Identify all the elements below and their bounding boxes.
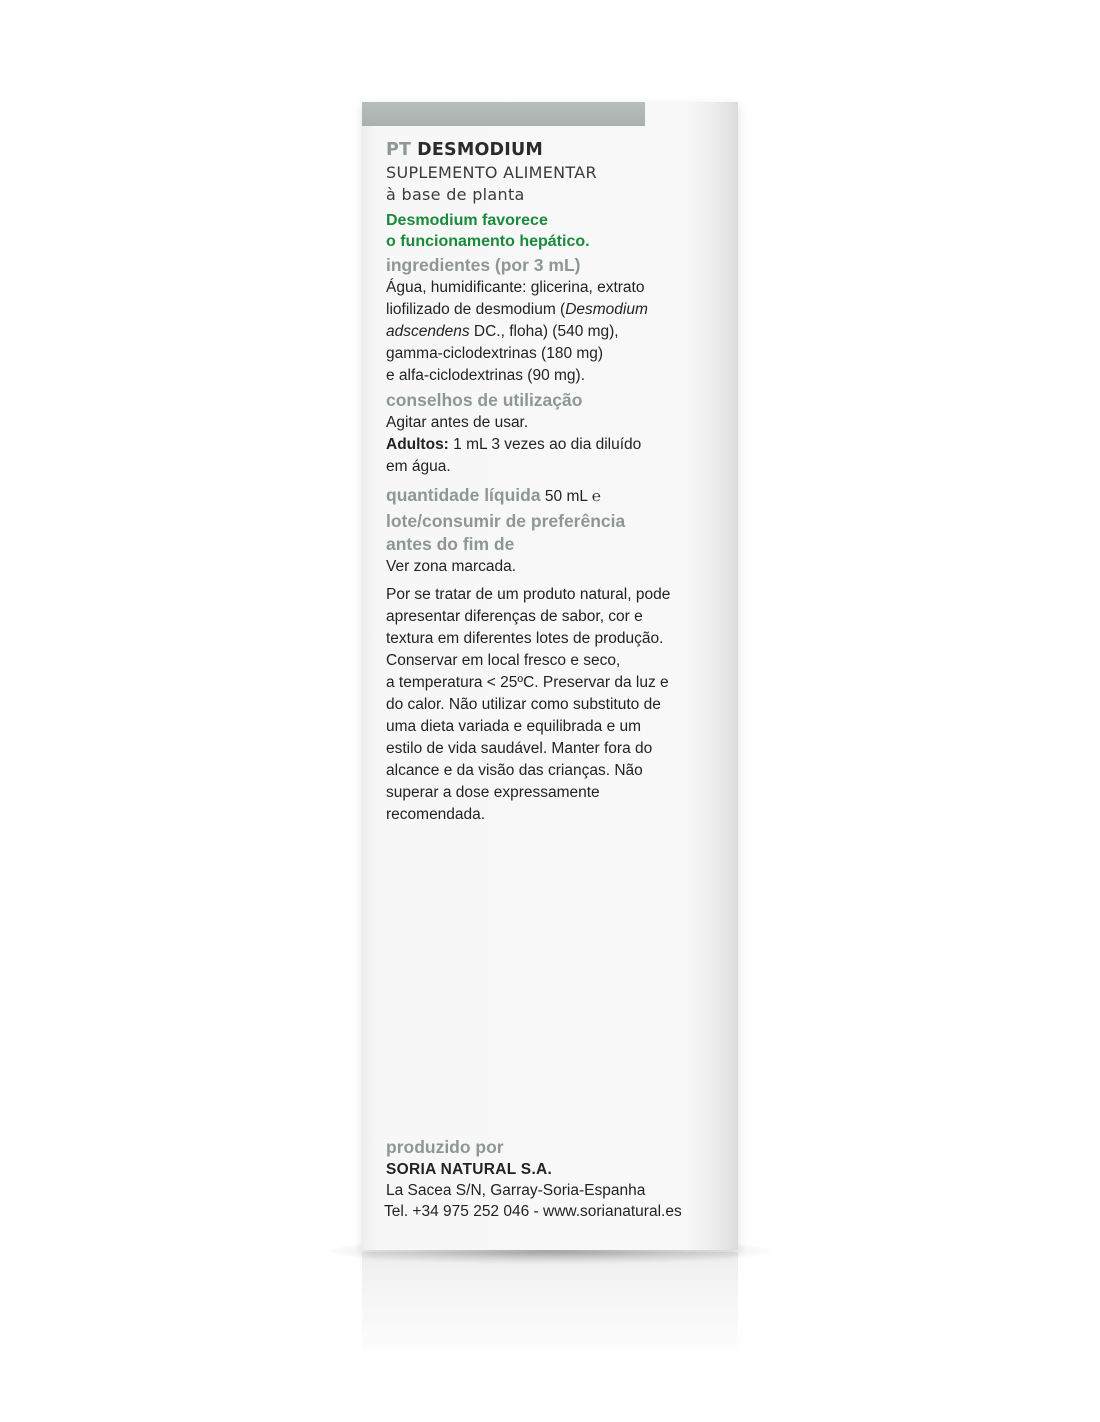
usage-heading: conselhos de utilização [386,390,583,410]
warning-line: apresentar diferenças de sabor, cor e [386,608,643,625]
warning-line: uma dieta variada e equilibrada e um [386,718,642,735]
label-content [386,138,726,826]
language-code: PT [386,140,412,160]
product-type: SUPLEMENTO ALIMENTAR [386,163,597,182]
ingredients-line-4: gamma-ciclodextrinas (180 mg) [386,345,604,362]
adults-dosage: 1 mL 3 vezes ao dia diluído [448,436,642,453]
warning-line: recomendada. [386,806,486,823]
warning-line: superar a dose expressamente [386,784,600,801]
net-quantity [386,484,726,508]
manufacturer-company: SORIA NATURAL S.A. [386,1161,553,1178]
warning-line: Por se tratar de um produto natural, pode [386,586,671,603]
health-claim [386,210,726,252]
ingredients-line-2 [386,299,726,321]
warning-line: estilo de vida saudável. Manter fora do [386,740,653,757]
warnings-text [386,584,726,826]
ingredients-line-5: e alfa-ciclodextrinas (90 mg). [386,367,585,384]
product-box-side-panel [362,102,738,1250]
top-color-band [362,102,645,126]
adults-label: Adultos: [386,436,449,453]
manufacturer-contact: Tel. +34 975 252 046 - www.sorianatural.es [384,1203,682,1220]
ingredients-line-1: Água, humidificante: glicerina, extrato [386,279,645,296]
warning-line: do calor. Não utilizar como substituto de [386,696,661,713]
ingredients-line-2-text: liofilizado de desmodium ( [386,301,566,318]
species-name-genus: Desmodium [565,301,648,318]
ingredients-line-3-text: DC., floha) (540 mg), [469,323,619,340]
box-reflection [362,1252,738,1362]
usage-line-3: em água. [386,458,451,475]
warning-line: alcance e da visão das crianças. Não [386,762,643,779]
product-name: DESMODIUM [417,140,544,160]
product-type-detail: à base de planta [386,185,525,204]
warning-line: Conservar em local fresco e seco, [386,652,621,669]
net-quantity-heading: quantidade líquida [386,485,541,505]
manufacturer-heading: produzido por [386,1137,504,1157]
ingredients-heading: ingredientes (por 3 mL) [386,255,581,275]
manufacturer-block [386,1134,726,1222]
warning-line: textura em diferentes lotes de produção. [386,630,664,647]
batch-text: Ver zona marcada. [386,558,517,575]
batch-heading-line-1: lote/consumir de preferência [386,511,626,531]
product-title [386,138,726,162]
batch-heading-line-2: antes do fim de [386,534,515,554]
ingredients-line-3 [386,321,726,343]
warning-line: a temperatura < 25ºC. Preservar da luz e [386,674,669,691]
health-claim-line-1: Desmodium favorece [386,212,548,229]
estimated-sign-icon: ℮ [592,488,602,505]
net-quantity-value: 50 mL [544,488,588,505]
usage-text [386,412,726,478]
manufacturer-address: La Sacea S/N, Garray-Soria-Espanha [386,1182,646,1199]
usage-line-1: Agitar antes de usar. [386,414,529,431]
ingredients-text [386,277,726,387]
species-name-epithet: adscendens [386,323,470,340]
usage-line-2 [386,434,726,456]
health-claim-line-2: o funcionamento hepático. [386,233,590,250]
